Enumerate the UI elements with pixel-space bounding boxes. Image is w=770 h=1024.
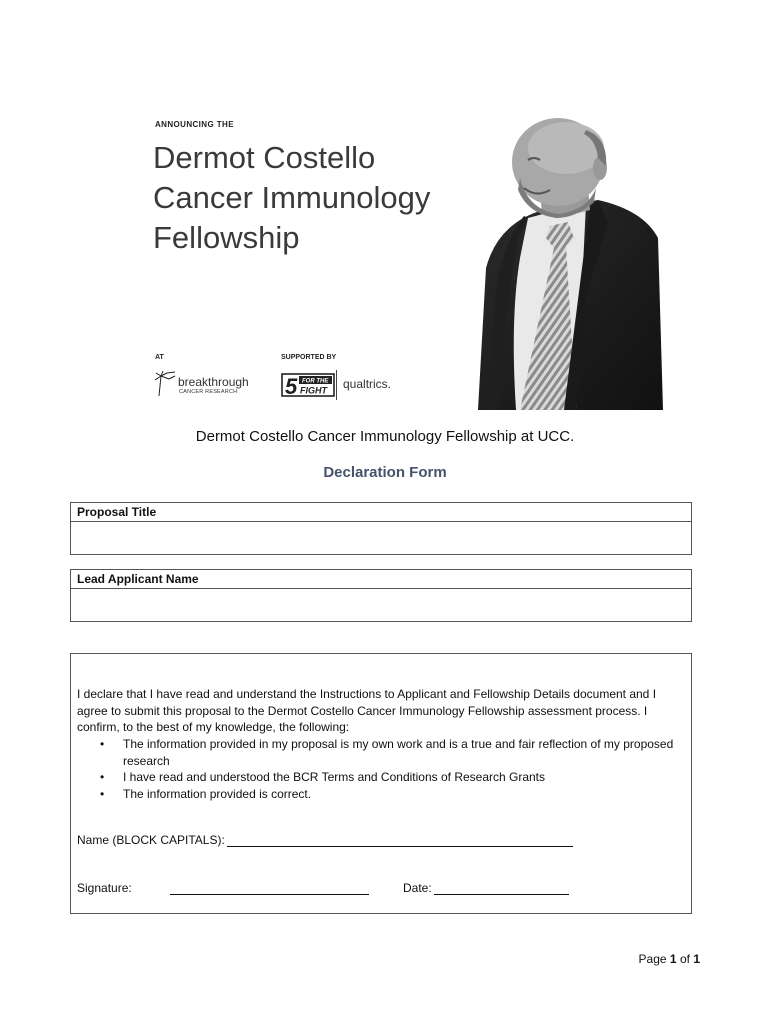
banner-title-line-1: Dermot Costello — [153, 140, 376, 175]
lead-applicant-box — [70, 569, 692, 622]
bullet-icon: • — [100, 737, 105, 751]
proposal-title-box — [70, 502, 692, 555]
announcing-label: ANNOUNCING THE — [155, 120, 234, 129]
signature-input-line[interactable] — [170, 893, 369, 895]
supported-by-label: SUPPORTED BY — [281, 354, 337, 361]
declaration-list — [92, 736, 682, 802]
page-of: of — [679, 952, 690, 966]
bullet-icon: • — [100, 786, 105, 801]
breakthrough-name: breakthrough — [178, 375, 249, 389]
declaration-item-3: The information provided is correct. — [123, 786, 312, 801]
list-item — [92, 769, 682, 786]
declaration-item-2: I have read and understood the BCR Terms and Conditions of Research Grants — [123, 770, 546, 784]
signature-label: Signature: — [77, 881, 132, 895]
declaration-item-1: The information provided in my proposal is my own work and is a true and fair reflection of my proposed research — [123, 737, 674, 768]
page-total: 1 — [693, 952, 700, 966]
document-heading: Dermot Costello Cancer Immunology Fellowship at UCC. — [195, 428, 575, 445]
page-prefix: Page — [638, 952, 667, 966]
list-item — [92, 736, 682, 769]
banner-title — [153, 138, 430, 258]
banner-title-line-3: Fellowship — [153, 220, 300, 255]
proposal-title-label: Proposal Title — [71, 503, 691, 522]
declaration-intro: I declare that I have read and understand the Instructions to Applicant and Fellowship Details document and I agree to submit this proposal to the Dermot Costello Cancer Immunology Fellowship assessment process. I confirm, to the best of my knowledge, the following: — [77, 687, 657, 734]
lead-applicant-field[interactable] — [71, 589, 691, 621]
date-label: Date: — [403, 881, 432, 895]
bullet-icon: • — [100, 770, 105, 784]
page-current: 1 — [669, 952, 677, 966]
logo-divider — [336, 370, 337, 400]
banner-title-line-2: Cancer Immunology — [153, 180, 431, 215]
form-title: Declaration Form — [323, 464, 447, 481]
svg-text:FIGHT: FIGHT — [300, 385, 327, 396]
five-for-the-fight-logo-icon — [281, 372, 337, 398]
list-item — [92, 786, 682, 803]
date-input-line[interactable] — [434, 893, 569, 895]
breakthrough-subtitle: CANCER RESEARCH — [179, 389, 238, 395]
name-label: Name (BLOCK CAPITALS): — [77, 833, 225, 847]
lead-applicant-label: Lead Applicant Name — [71, 570, 691, 589]
qualtrics-logo: qualtrics. — [343, 377, 392, 391]
portrait-photo — [458, 118, 663, 410]
page-number — [600, 952, 700, 966]
proposal-title-field[interactable] — [71, 522, 691, 554]
name-input-line[interactable] — [227, 845, 573, 847]
svg-text:5: 5 — [285, 374, 298, 398]
svg-text:FOR THE: FOR THE — [302, 378, 329, 385]
at-label: AT — [155, 354, 164, 361]
